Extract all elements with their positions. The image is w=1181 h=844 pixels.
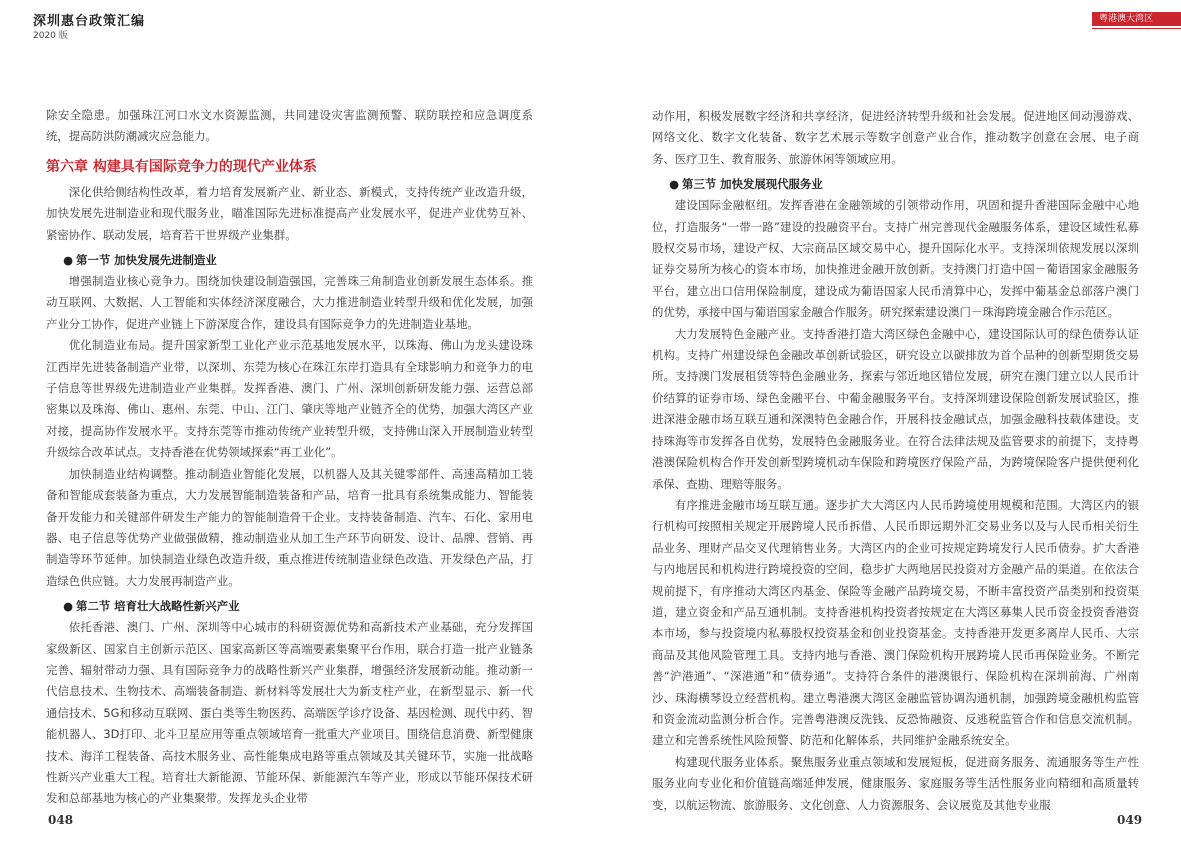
- circle-bullet-icon: ●: [669, 177, 680, 192]
- section-heading-text: 第三节 加快发展现代服务业: [682, 177, 823, 192]
- region-badge-rule: [1092, 28, 1181, 29]
- paragraph: 大力发展特色金融产业。支持香港打造大湾区绿色金融中心，建设国际认可的绿色债券认证机构。支持广州建设绿色金融改革创新试验区，研究设立以碳排放为首个品种的创新型期货交易所。支持澳门发展租赁等特色金融业务，探索与邻近地区错位发展，研究在澳门建立以人民币计价结算的证券市场、绿色金融平台、中葡金融服务平台。支持深圳建设保险创新发展试验区，推进深港金融市场互联互通和深澳特色金融合作，开展科技金融试点，加强金融科技载体建设。支持珠海等市发挥各自优势，发展特色金融服务业。在符合法律法规及监管要求的前提下，支持粤港澳保险机构合作开发创新型跨境机动车保险和跨境医疗保险产品，为跨境保险客户提供便利化承保、查勘、理赔等服务。: [652, 326, 1139, 491]
- paragraph: 加快制造业结构调整。推动制造业智能化发展，以机器人及其关键零部件、高速高精加工装备和智能成套装备为重点，大力发展智能制造装备和产品，培育一批具有系统集成能力、智能装备开发能力和关键部件研发生产能力的智能制造骨干企业。支持装备制造、汽车、石化、家用电器、电子信息等优势产业做强做精，推动制造业从加工生产环节向研发、设计、品牌、营销、再制造等环节延伸。加快制造业绿色改造升级，重点推进传统制造业绿色改造、开发绿色产品，打造绿色供应链。大力发展再制造产业。: [46, 466, 533, 588]
- section-heading: [46, 596, 533, 616]
- circle-bullet-icon: ●: [63, 253, 74, 268]
- section-heading-text: 第二节 培育壮大战略性新兴产业: [76, 599, 240, 614]
- paragraph: 有序推进金融市场互联互通。逐步扩大大湾区内人民币跨境使用规模和范围。大湾区内的银行机构可按照相关规定开展跨境人民币拆借、人民币即远期外汇交易业务以及与人民币相关衍生品业务、理财产品交叉代理销售业务。大湾区内的企业可按规定跨境发行人民币债券。扩大香港与内地居民和机构进行跨境投资的空间，稳步扩大两地居民投资对方金融产品的渠道。在依法合规前提下，有序推动大湾区内基金、保险等金融产品跨境交易，不断丰富投资产品类别和投资渠道，建立资金和产品互通机制。支持香港机构投资者按规定在大湾区募集人民币资金投资香港资本市场，参与投资境内私募股权投资基金和创业投资基金。支持香港开发更多离岸人民币、大宗商品及其他风险管理工具。支持内地与香港、澳门保险机构开展跨境人民币再保险业务。不断完善“沪港通”、“深港通”和“债券通”。支持符合条件的港澳银行、保险机构在深圳前海、广州南沙、珠海横琴设立经营机构。建立粤港澳大湾区金融监管协调沟通机制，加强跨境金融机构监管和资金流动监测分析合作。完善粤港澳反洗钱、反恐怖融资、反逃税监管合作和信息交流机制。建立和完善系统性风险预警、防范和化解体系，共同维护金融系统安全。: [652, 497, 1139, 748]
- paragraph: 依托香港、澳门、广州、深圳等中心城市的科研资源优势和高新技术产业基础，充分发挥国家级新区、国家自主创新示范区、国家高新区等高端要素集聚平台作用，联合打造一批产业链条完善、辐射带动力强、具有国际竞争力的战略性新兴产业集群，增强经济发展新动能。推动新一代信息技术、生物技术、高端装备制造、新材料等发展壮大为新支柱产业，在新型显示、新一代通信技术、5G和移动互联网、蛋白类等生物医药、高端医学诊疗设备、基因检测、现代中药、智能机器人、3D打印、北斗卫星应用等重点领域培育一批重大产业项目。围绕信息消费、新型健康技术、海洋工程装备、高技术服务业、高性能集成电路等重点领域及其关键环节，实施一批战略性新兴产业重大工程。培育壮大新能源、节能环保、新能源汽车等产业，形成以节能环保技术研发和总部基地为核心的产业集聚带。发挥龙头企业带: [46, 620, 533, 806]
- header-title: 深圳惠台政策汇编: [33, 14, 146, 29]
- section-heading-text: 第一节 加快发展先进制造业: [76, 253, 217, 268]
- paragraph: 建设国际金融枢纽。发挥香港在金融领域的引领带动作用，巩固和提升香港国际金融中心地位，打造服务“一带一路”建设的投融资平台。支持广州完善现代金融服务体系，建设区域性私募股权交易市场，建设产权、大宗商品区域交易中心，提升国际化水平。支持深圳依规发展以深圳证券交易所为核心的资本市场，加快推进金融开放创新。支持澳门打造中国－葡语国家金融服务平台，建立出口信用保险制度，建设成为葡语国家人民币清算中心，发挥中葡基金总部落户澳门的优势，承接中国与葡语国家金融合作服务。研究探索建设澳门－珠海跨境金融合作示范区。: [652, 198, 1139, 320]
- region-badge: 粤港澳大湾区: [1092, 12, 1181, 26]
- section-heading: [652, 174, 1139, 194]
- header-year: 2020 版: [33, 31, 68, 41]
- paragraph: 深化供给侧结构性改革，着力培育发展新产业、新业态、新模式，支持传统产业改造升级，加快发展先进制造业和现代服务业，瞄准国际先进标准提高产业发展水平，促进产业优势互补、紧密协作、联动发展，培育若干世界级产业集群。: [46, 184, 533, 242]
- paragraph: 构建现代服务业体系。聚焦服务业重点领域和发展短板，促进商务服务、流通服务等生产性服务业向专业化和价值链高端延伸发展，健康服务、家庭服务等生活性服务业向精细和高质量转变，以航运物流、旅游服务、文化创意、人力资源服务、会议展览及其他专业服: [652, 754, 1139, 812]
- section-heading: [46, 250, 533, 270]
- paragraph: 动作用，积极发展数字经济和共享经济，促进经济转型升级和社会发展。促进地区间动漫游戏、网络文化、数字文化装备、数字艺术展示等数字创意产业合作，推动数字创意在会展、电子商务、医疗卫生、教育服务、旅游休闲等领域应用。: [652, 109, 1139, 166]
- chapter-heading: 第六章 构建具有国际竞争力的现代产业体系: [46, 158, 317, 175]
- page-number-left: 048: [48, 813, 74, 827]
- paragraph: 优化制造业布局。提升国家新型工业化产业示范基地发展水平，以珠海、佛山为龙头建设珠江西岸先进装备制造产业带，以深圳、东莞为核心在珠江东岸打造具有全球影响力和竞争力的电子信息等世界级先进制造业产业集群。发挥香港、澳门、广州、深圳创新研发能力强、运营总部密集以及珠海、佛山、惠州、东莞、中山、江门、肇庆等地产业链齐全的优势，加强大湾区产业对接，提高协作发展水平。支持东莞等市推动传统产业转型升级，支持佛山深入开展制造业转型升级综合改革试点。支持香港在优势领域探索“再工业化”。: [46, 338, 533, 460]
- circle-bullet-icon: ●: [63, 599, 74, 614]
- right-page-content: [652, 106, 1139, 816]
- paragraph: 增强制造业核心竞争力。围绕加快建设制造强国，完善珠三角制造业创新发展生态体系。推动互联网、大数据、人工智能和实体经济深度融合，大力推进制造业转型升级和优化发展，加强产业分工协作，促进产业链上下游深度合作，建设具有国际竞争力的先进制造业基地。: [46, 274, 533, 331]
- left-page-content: [46, 105, 533, 810]
- paragraph: 除安全隐患。加强珠江河口水文水资源监测，共同建设灾害监测预警、联防联控和应急调度系统，提高防洪防潮减灾应急能力。: [46, 108, 533, 144]
- page-number-right: 049: [1117, 813, 1143, 827]
